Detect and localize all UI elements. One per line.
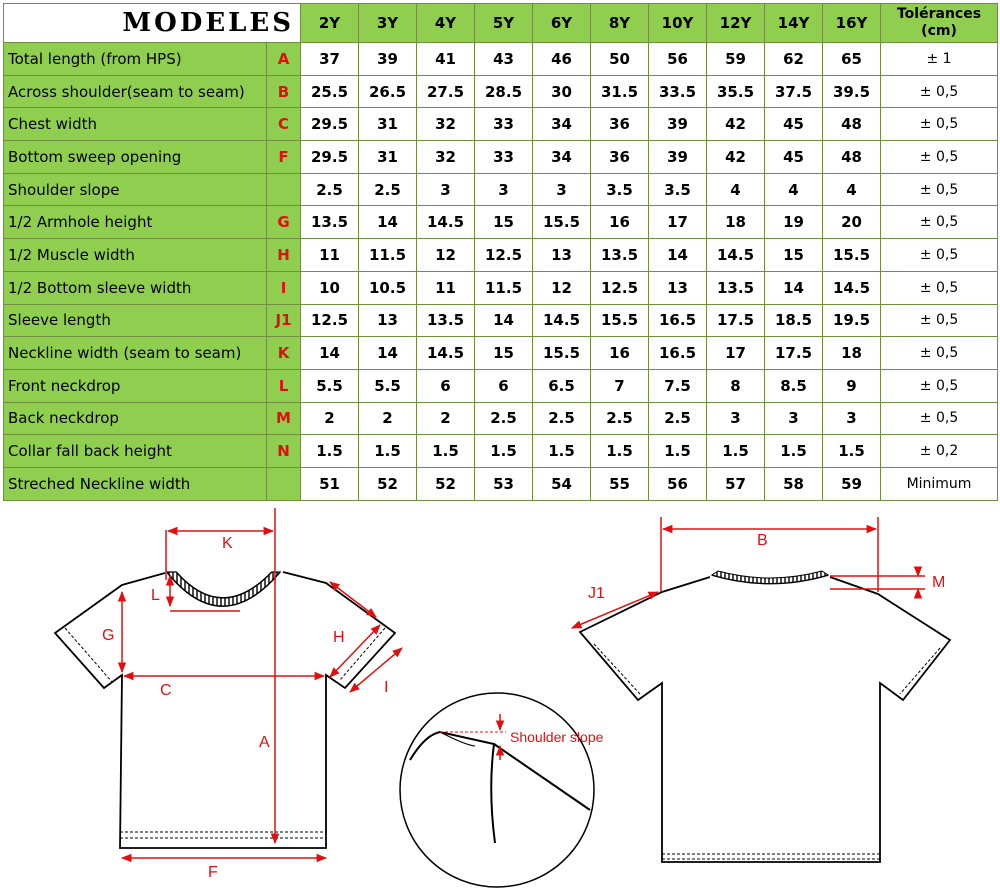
measure-value: 36 — [591, 108, 649, 141]
tolerance-value: Minimum — [881, 467, 998, 500]
measure-value: 2.5 — [533, 402, 591, 435]
measure-value: 29.5 — [301, 108, 359, 141]
shoulder-slope-detail — [400, 693, 604, 887]
back-collar-rib — [712, 571, 828, 584]
measure-code: G — [267, 206, 301, 239]
measure-value: 13.5 — [707, 271, 765, 304]
size-header: 12Y — [707, 4, 765, 43]
measure-label: Bottom sweep opening — [4, 141, 267, 174]
measure-value: 6 — [417, 369, 475, 402]
measure-label: Across shoulder(seam to seam) — [4, 75, 267, 108]
measure-value: 45 — [765, 141, 823, 174]
measure-value: 12.5 — [591, 271, 649, 304]
measure-label: Total length (from HPS) — [4, 43, 267, 76]
measure-label: 1/2 Bottom sleeve width — [4, 271, 267, 304]
measure-value: 31 — [359, 108, 417, 141]
measure-value: 1.5 — [707, 435, 765, 468]
tolerance-value: ± 0,5 — [881, 75, 998, 108]
measure-value: 14.5 — [417, 337, 475, 370]
measure-value: 14 — [301, 337, 359, 370]
measure-value: 65 — [823, 43, 881, 76]
measure-code: J1 — [267, 304, 301, 337]
measure-value: 46 — [533, 43, 591, 76]
measure-value: 1.5 — [359, 435, 417, 468]
measure-value: 3 — [475, 173, 533, 206]
measure-code: C — [267, 108, 301, 141]
measure-value: 1.5 — [765, 435, 823, 468]
measure-value: 15.5 — [533, 337, 591, 370]
table-row — [4, 435, 998, 468]
measure-code — [267, 467, 301, 500]
measure-value: 41 — [417, 43, 475, 76]
measure-value: 5.5 — [359, 369, 417, 402]
tolerance-value: ± 0,5 — [881, 304, 998, 337]
measure-label: Chest width — [4, 108, 267, 141]
measure-value: 33 — [475, 108, 533, 141]
label-g: G — [102, 627, 115, 644]
measure-value: 32 — [417, 108, 475, 141]
measure-value: 37.5 — [765, 75, 823, 108]
measure-value: 39.5 — [823, 75, 881, 108]
table-row — [4, 369, 998, 402]
front-collar-rib — [167, 572, 280, 606]
table-row — [4, 271, 998, 304]
measure-value: 1.5 — [533, 435, 591, 468]
measure-value: 3 — [765, 402, 823, 435]
measure-value: 11.5 — [359, 239, 417, 272]
label-b: B — [757, 532, 768, 549]
measure-value: 27.5 — [417, 75, 475, 108]
measure-value: 16 — [591, 206, 649, 239]
measure-value: 15 — [765, 239, 823, 272]
measure-label: Back neckdrop — [4, 402, 267, 435]
measure-value: 1.5 — [301, 435, 359, 468]
tolerance-value: ± 0,5 — [881, 108, 998, 141]
measure-value: 7 — [591, 369, 649, 402]
measure-value: 15.5 — [823, 239, 881, 272]
measure-value: 14.5 — [707, 239, 765, 272]
label-j1: J1 — [588, 585, 605, 602]
measure-value: 10.5 — [359, 271, 417, 304]
measure-value: 13 — [533, 239, 591, 272]
measure-value: 3.5 — [649, 173, 707, 206]
size-header: 8Y — [591, 4, 649, 43]
tolerance-value: ± 0,5 — [881, 141, 998, 174]
measure-value: 15 — [475, 337, 533, 370]
measure-value: 7.5 — [649, 369, 707, 402]
measure-value: 2 — [301, 402, 359, 435]
measure-value: 2.5 — [475, 402, 533, 435]
measure-value: 51 — [301, 467, 359, 500]
measure-value: 42 — [707, 141, 765, 174]
measure-label: 1/2 Armhole height — [4, 206, 267, 239]
measure-value: 14.5 — [417, 206, 475, 239]
table-row — [4, 304, 998, 337]
label-l: L — [151, 587, 160, 604]
measure-value: 52 — [359, 467, 417, 500]
table-row — [4, 467, 998, 500]
label-m: M — [932, 574, 946, 591]
measure-value: 14.5 — [533, 304, 591, 337]
measure-value: 1.5 — [823, 435, 881, 468]
size-header: 16Y — [823, 4, 881, 43]
tolerance-value: ± 0,5 — [881, 206, 998, 239]
measure-value: 17.5 — [707, 304, 765, 337]
front-tshirt-outline — [55, 572, 395, 848]
measure-value: 16.5 — [649, 337, 707, 370]
measure-value: 48 — [823, 141, 881, 174]
measure-value: 15 — [475, 206, 533, 239]
label-i: I — [384, 679, 389, 696]
measure-value: 18 — [707, 206, 765, 239]
measure-value: 30 — [533, 75, 591, 108]
measure-value: 39 — [649, 108, 707, 141]
table-row — [4, 75, 998, 108]
measure-value: 1.5 — [417, 435, 475, 468]
measure-value: 15.5 — [591, 304, 649, 337]
measure-code: H — [267, 239, 301, 272]
measure-value: 8 — [707, 369, 765, 402]
tolerance-value: ± 0,5 — [881, 239, 998, 272]
measure-value: 10 — [301, 271, 359, 304]
measure-value: 57 — [707, 467, 765, 500]
measure-value: 56 — [649, 467, 707, 500]
size-chart-table — [3, 3, 998, 501]
measure-value: 12.5 — [475, 239, 533, 272]
measure-code: K — [267, 337, 301, 370]
tolerance-value: ± 1 — [881, 43, 998, 76]
measure-value: 20 — [823, 206, 881, 239]
measure-label: Sleeve length — [4, 304, 267, 337]
measure-code: L — [267, 369, 301, 402]
measure-value: 16 — [591, 337, 649, 370]
measure-value: 3.5 — [591, 173, 649, 206]
measure-value: 18.5 — [765, 304, 823, 337]
table-row — [4, 43, 998, 76]
measure-value: 36 — [591, 141, 649, 174]
measure-code: N — [267, 435, 301, 468]
measure-value: 4 — [823, 173, 881, 206]
measure-value: 35.5 — [707, 75, 765, 108]
measure-value: 15.5 — [533, 206, 591, 239]
measure-value: 56 — [649, 43, 707, 76]
measure-value: 31 — [359, 141, 417, 174]
measure-label: Front neckdrop — [4, 369, 267, 402]
measure-value: 53 — [475, 467, 533, 500]
table-header-row — [4, 4, 998, 43]
table-row — [4, 337, 998, 370]
measure-value: 55 — [591, 467, 649, 500]
measure-value: 37 — [301, 43, 359, 76]
tolerance-value: ± 0,5 — [881, 173, 998, 206]
measure-value: 59 — [823, 467, 881, 500]
table-row — [4, 239, 998, 272]
shoulder-slope-label: Shoulder slope — [510, 729, 604, 745]
measure-value: 3 — [533, 173, 591, 206]
measure-value: 2.5 — [649, 402, 707, 435]
table-row — [4, 402, 998, 435]
measure-label: Streched Neckline width — [4, 467, 267, 500]
size-header: 6Y — [533, 4, 591, 43]
tshirt-diagram — [0, 505, 1000, 895]
measure-value: 11 — [417, 271, 475, 304]
label-a: A — [259, 734, 270, 751]
tolerance-header: Tolérances (cm) — [881, 4, 998, 43]
measure-value: 13.5 — [301, 206, 359, 239]
measure-value: 11.5 — [475, 271, 533, 304]
table-row — [4, 108, 998, 141]
measure-value: 48 — [823, 108, 881, 141]
table-row — [4, 173, 998, 206]
measure-value: 34 — [533, 141, 591, 174]
measure-code: F — [267, 141, 301, 174]
measure-value: 26.5 — [359, 75, 417, 108]
size-header: 2Y — [301, 4, 359, 43]
measure-value: 9 — [823, 369, 881, 402]
measure-value: 34 — [533, 108, 591, 141]
measure-label: Shoulder slope — [4, 173, 267, 206]
back-measure-lines — [572, 517, 925, 628]
measure-value: 2.5 — [359, 173, 417, 206]
measure-value: 13.5 — [591, 239, 649, 272]
measure-value: 8.5 — [765, 369, 823, 402]
measure-value: 18 — [823, 337, 881, 370]
measure-code: M — [267, 402, 301, 435]
measure-value: 6.5 — [533, 369, 591, 402]
size-header: 3Y — [359, 4, 417, 43]
table-row — [4, 206, 998, 239]
measure-value: 25.5 — [301, 75, 359, 108]
measure-value: 54 — [533, 467, 591, 500]
table-row — [4, 141, 998, 174]
measure-value: 19.5 — [823, 304, 881, 337]
measure-value: 4 — [707, 173, 765, 206]
measure-value: 14.5 — [823, 271, 881, 304]
measure-value: 39 — [649, 141, 707, 174]
tolerance-value: ± 0,5 — [881, 369, 998, 402]
measure-value: 11 — [301, 239, 359, 272]
measure-label: Neckline width (seam to seam) — [4, 337, 267, 370]
measure-value: 2.5 — [591, 402, 649, 435]
measure-value: 14 — [649, 239, 707, 272]
measure-value: 6 — [475, 369, 533, 402]
measure-value: 17.5 — [765, 337, 823, 370]
measure-value: 12 — [533, 271, 591, 304]
measure-label: 1/2 Muscle width — [4, 239, 267, 272]
measure-value: 13 — [359, 304, 417, 337]
size-header: 14Y — [765, 4, 823, 43]
measure-value: 52 — [417, 467, 475, 500]
measure-value: 45 — [765, 108, 823, 141]
measure-value: 14 — [359, 206, 417, 239]
label-h: H — [333, 629, 345, 646]
label-f: F — [208, 864, 218, 881]
measure-value: 33 — [475, 141, 533, 174]
measure-value: 1.5 — [649, 435, 707, 468]
measure-value: 13 — [649, 271, 707, 304]
measure-value: 2 — [359, 402, 417, 435]
tolerance-value: ± 0,5 — [881, 402, 998, 435]
measure-value: 14 — [475, 304, 533, 337]
measure-label: Collar fall back height — [4, 435, 267, 468]
size-header: 10Y — [649, 4, 707, 43]
measure-value: 32 — [417, 141, 475, 174]
measure-value: 29.5 — [301, 141, 359, 174]
measure-value: 17 — [649, 206, 707, 239]
measure-value: 1.5 — [475, 435, 533, 468]
measure-value: 33.5 — [649, 75, 707, 108]
measure-value: 43 — [475, 43, 533, 76]
tolerance-value: ± 0,5 — [881, 337, 998, 370]
measure-code — [267, 173, 301, 206]
measure-value: 39 — [359, 43, 417, 76]
measure-value: 42 — [707, 108, 765, 141]
measure-code: A — [267, 43, 301, 76]
measure-value: 50 — [591, 43, 649, 76]
label-c: C — [160, 682, 172, 699]
measure-value: 17 — [707, 337, 765, 370]
measure-value: 2 — [417, 402, 475, 435]
table-title: MODELES — [4, 4, 301, 43]
measure-value: 58 — [765, 467, 823, 500]
measure-value: 13.5 — [417, 304, 475, 337]
measure-value: 28.5 — [475, 75, 533, 108]
size-header: 5Y — [475, 4, 533, 43]
size-header: 4Y — [417, 4, 475, 43]
measure-value: 12.5 — [301, 304, 359, 337]
measure-code: B — [267, 75, 301, 108]
label-k: K — [222, 535, 233, 552]
measure-value: 5.5 — [301, 369, 359, 402]
measure-value: 31.5 — [591, 75, 649, 108]
measure-value: 19 — [765, 206, 823, 239]
tolerance-value: ± 0,2 — [881, 435, 998, 468]
measure-value: 3 — [823, 402, 881, 435]
measure-value: 2.5 — [301, 173, 359, 206]
back-tshirt-outline — [580, 575, 950, 862]
measure-value: 3 — [417, 173, 475, 206]
measure-value: 12 — [417, 239, 475, 272]
measure-value: 62 — [765, 43, 823, 76]
measure-value: 1.5 — [591, 435, 649, 468]
measure-value: 59 — [707, 43, 765, 76]
tolerance-value: ± 0,5 — [881, 271, 998, 304]
measure-value: 4 — [765, 173, 823, 206]
measure-code: I — [267, 271, 301, 304]
measure-value: 14 — [359, 337, 417, 370]
measure-value: 3 — [707, 402, 765, 435]
measure-value: 16.5 — [649, 304, 707, 337]
measure-value: 14 — [765, 271, 823, 304]
